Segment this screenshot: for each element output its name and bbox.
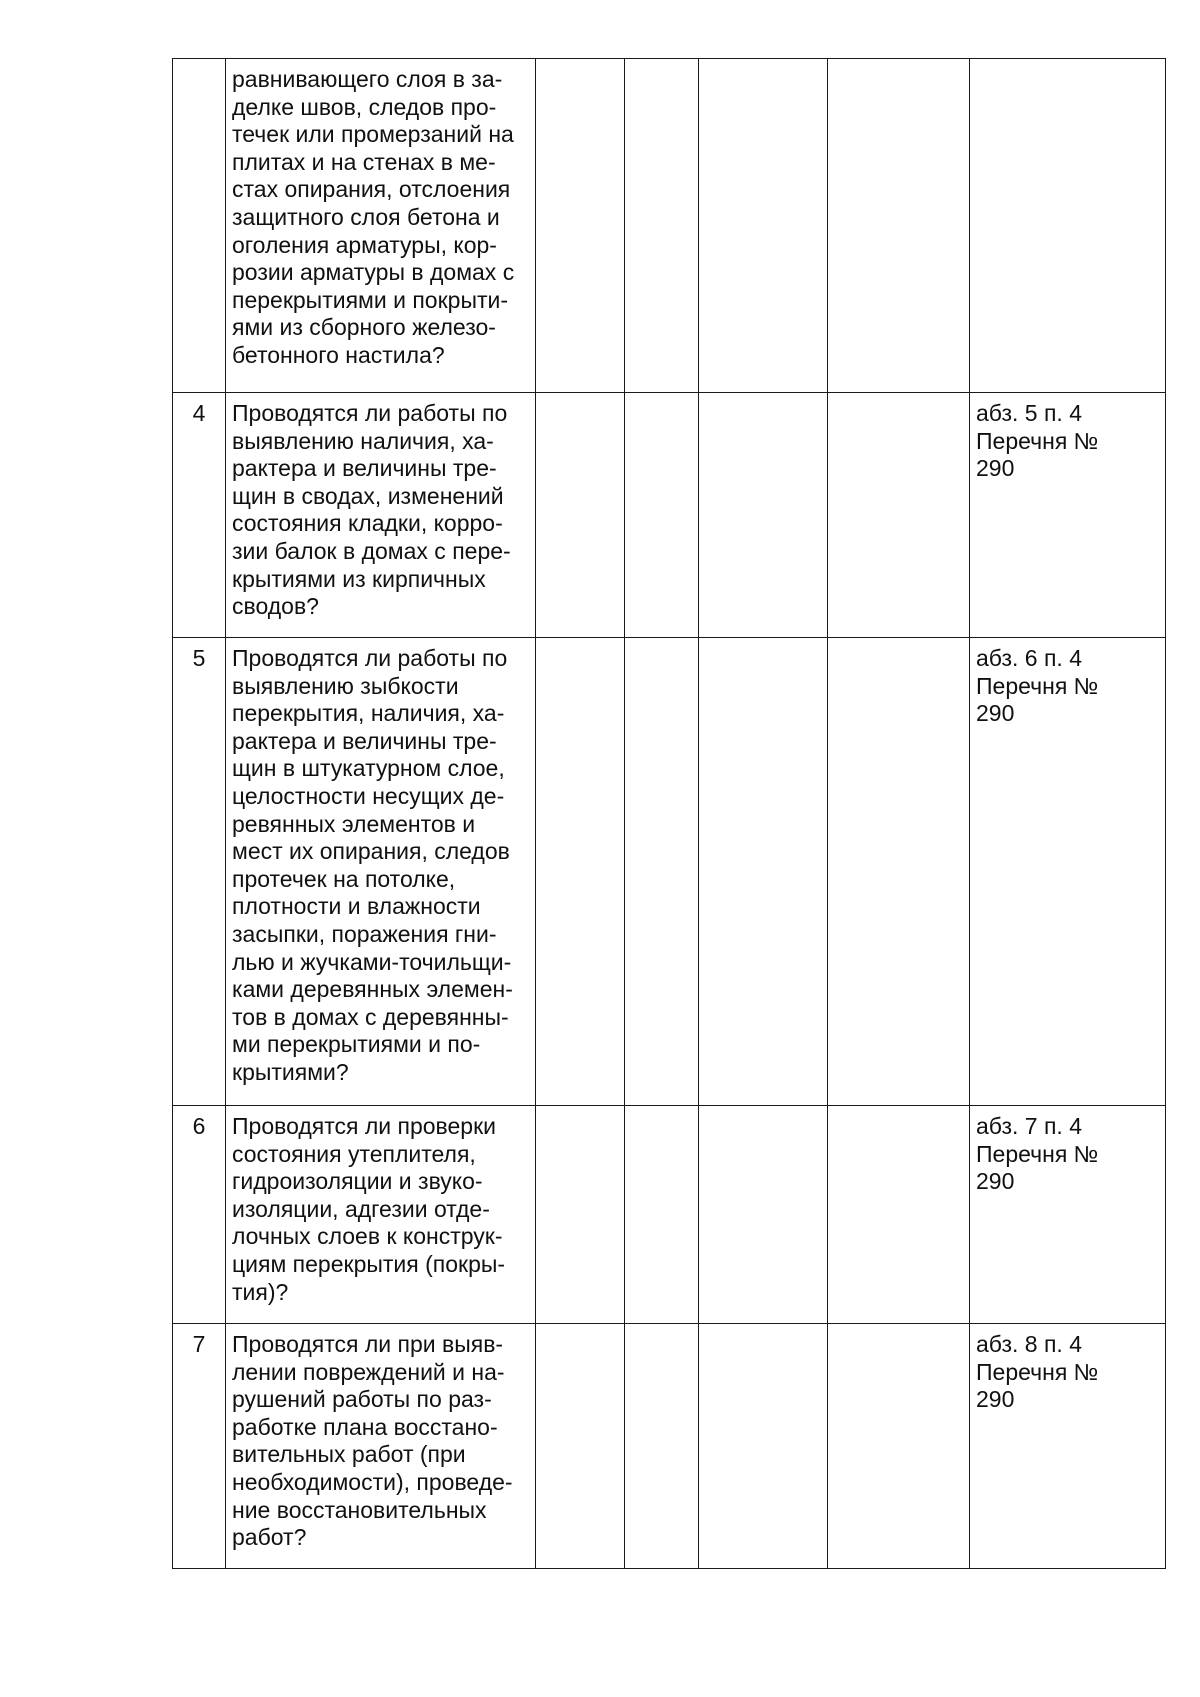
answer-cell-no: [625, 393, 699, 638]
answer-cell-not-applicable: [699, 638, 828, 1106]
answer-cell-no: [625, 1324, 699, 1569]
question-text: Проводятся ли при выяв- лении повреждений и на- рушений работы по раз- работке плана восстано- вительных работ (при необходимости), проведе- ние восстановительных работ?: [226, 1324, 536, 1569]
question-text: Проводятся ли проверки состояния утеплителя, гидроизоляции и звуко- изоляции, адгезии отде- лочных слоев к конструк- циям перекрытия (покры- тия)?: [226, 1106, 536, 1324]
reference-text: абз. 8 п. 4 Перечня № 290: [970, 1324, 1166, 1569]
answer-cell-yes: [536, 59, 625, 393]
reference-text: абз. 7 п. 4 Перечня № 290: [970, 1106, 1166, 1324]
question-text: Проводятся ли работы по выявлению зыбкости перекрытия, наличия, ха- рактера и величины тре- щин в штукатурном слое, целостности несущих де- ревянных элементов и мест их опирания, следов протечек на потолке, плотности и влажности засыпки, поражения гни- лью и жучками-точильщи- ками деревянных элемен- тов в домах с деревянны- ми перекрытиями и по- крытиями?: [226, 638, 536, 1106]
answer-cell-note: [828, 59, 970, 393]
question-text: Проводятся ли работы по выявлению наличия, ха- рактера и величины тре- щин в сводах, изменений состояния кладки, корро- зии балок в домах с пере- крытиями из кирпичных сводов?: [226, 393, 536, 638]
answer-cell-yes: [536, 1106, 625, 1324]
answer-cell-yes: [536, 393, 625, 638]
row-number: 5: [173, 638, 226, 1106]
answer-cell-note: [828, 1106, 970, 1324]
document-page: [172, 58, 1166, 1569]
answer-cell-no: [625, 59, 699, 393]
answer-cell-no: [625, 638, 699, 1106]
reference-text: абз. 5 п. 4 Перечня № 290: [970, 393, 1166, 638]
table-row: [173, 1106, 1166, 1324]
row-number: [173, 59, 226, 393]
answer-cell-yes: [536, 638, 625, 1106]
answer-cell-note: [828, 1324, 970, 1569]
table-row: [173, 59, 1166, 393]
question-text: равнивающего слоя в за- делке швов, следов про- течек или промерзаний на плитах и на стенах в ме- стах опирания, отслоения защитного слоя бетона и оголения арматуры, кор- розии арматуры в домах с перекрытиями и покрыти- ями из сборного железо- бетонного настила?: [226, 59, 536, 393]
answer-cell-not-applicable: [699, 393, 828, 638]
row-number: 7: [173, 1324, 226, 1569]
reference-text: абз. 6 п. 4 Перечня № 290: [970, 638, 1166, 1106]
answer-cell-note: [828, 393, 970, 638]
row-number: 4: [173, 393, 226, 638]
answer-cell-no: [625, 1106, 699, 1324]
answer-cell-not-applicable: [699, 1324, 828, 1569]
table-row: [173, 393, 1166, 638]
answer-cell-not-applicable: [699, 59, 828, 393]
row-number: 6: [173, 1106, 226, 1324]
answer-cell-note: [828, 638, 970, 1106]
reference-text: [970, 59, 1166, 393]
answer-cell-yes: [536, 1324, 625, 1569]
checklist-table: [172, 58, 1166, 1569]
table-row: [173, 638, 1166, 1106]
table-row: [173, 1324, 1166, 1569]
answer-cell-not-applicable: [699, 1106, 828, 1324]
